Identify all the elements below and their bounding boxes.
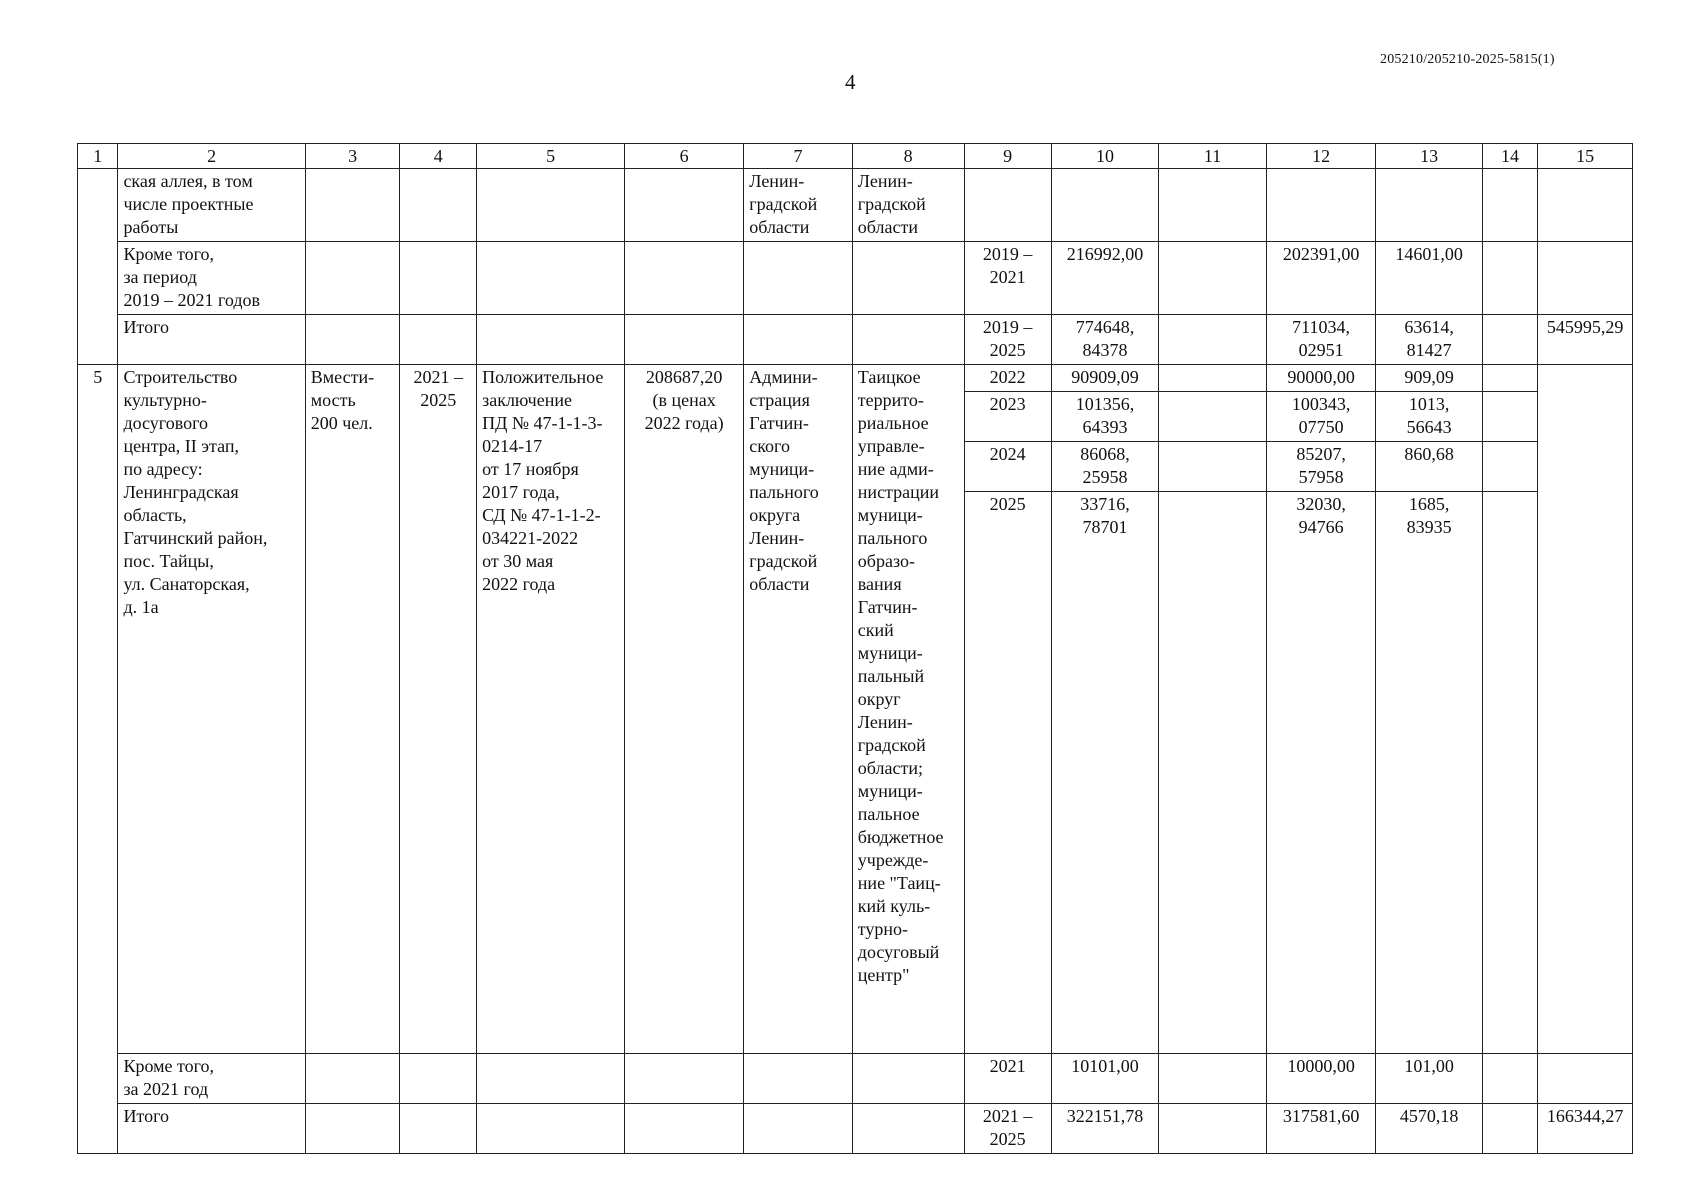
table-row xyxy=(78,169,1633,242)
column-header: 6 xyxy=(625,144,744,169)
value-cell: 10101,00 xyxy=(1051,1053,1158,1103)
value-cell: 711034, 02951 xyxy=(1266,315,1376,365)
value-cell: 90909,09 xyxy=(1051,365,1158,392)
object-name-cell: ская аллея, в том числе проектные работы xyxy=(118,169,305,242)
column-header: 4 xyxy=(400,144,477,169)
value-cell: 63614, 81427 xyxy=(1376,315,1482,365)
row-label: Итого xyxy=(118,1103,305,1153)
year-cell: 2022 xyxy=(964,365,1051,392)
column-header: 11 xyxy=(1159,144,1266,169)
row-label: Кроме того, за 2021 год xyxy=(118,1053,305,1103)
value-cell: 166344,27 xyxy=(1538,1103,1633,1153)
value-cell: 85207, 57958 xyxy=(1266,442,1376,492)
value-cell: 322151,78 xyxy=(1051,1103,1158,1153)
value-cell: 545995,29 xyxy=(1538,315,1633,365)
column-header: 2 xyxy=(118,144,305,169)
customer-cell: Ленин- градской области xyxy=(744,169,853,242)
value-cell: 33716, 78701 xyxy=(1051,492,1158,542)
period-cell: 2021 – 2025 xyxy=(964,1103,1051,1153)
value-cell: 32030, 94766 xyxy=(1266,492,1376,542)
column-header: 5 xyxy=(477,144,625,169)
item-number-cell: 5 xyxy=(78,365,118,1154)
investment-table xyxy=(77,143,1633,1154)
period-cell: 2021 xyxy=(964,1053,1051,1103)
object-name-cell: Строительство культурно- досугового центра, II этап, по адресу: Ленинградская область, Гатчинский район, пос. Тайцы, ул. Санаторская, д. 1а xyxy=(118,365,305,1054)
value-cell: 86068, 25958 xyxy=(1051,442,1158,492)
row-label: Итого xyxy=(118,315,305,365)
column-header: 9 xyxy=(964,144,1051,169)
value-cell: 317581,60 xyxy=(1266,1103,1376,1153)
customer-cell: Админи- страция Гатчин- ского муници- пального округа Ленин- градской области xyxy=(744,365,853,1054)
column-header: 12 xyxy=(1266,144,1376,169)
expertise-cell: Положительное заключение ПД № 47-1-1-3- 0214-17 от 17 ноября 2017 года, СД № 47-1-1-2- 034221-2022 от 30 мая 2022 года xyxy=(477,365,625,1054)
value-cell: 101,00 xyxy=(1376,1053,1482,1103)
value-cell: 909,09 xyxy=(1376,365,1482,392)
period-cell: 2021 – 2025 xyxy=(400,365,477,1054)
column-header: 7 xyxy=(744,144,853,169)
year-cell: 2025 xyxy=(964,492,1051,542)
value-cell: 90000,00 xyxy=(1266,365,1376,392)
year-cell: 2024 xyxy=(964,442,1051,492)
column-header: 13 xyxy=(1376,144,1482,169)
value-cell: 860,68 xyxy=(1376,442,1482,492)
value-cell: 1685, 83935 xyxy=(1376,492,1482,542)
year-cell: 2023 xyxy=(964,392,1051,442)
page-number: 4 xyxy=(845,70,856,94)
table-row xyxy=(78,365,1633,392)
value-cell: 774648, 84378 xyxy=(1051,315,1158,365)
developer-cell: Ленин- градской области xyxy=(852,169,964,242)
cost-cell: 208687,20 (в ценах 2022 года) xyxy=(625,365,744,1054)
value-cell: 216992,00 xyxy=(1051,242,1158,315)
item-number-cell xyxy=(78,169,118,365)
table-row xyxy=(78,1103,1633,1153)
column-header: 14 xyxy=(1482,144,1537,169)
column-header: 15 xyxy=(1538,144,1633,169)
value-cell: 1013, 56643 xyxy=(1376,392,1482,442)
value-cell: 101356, 64393 xyxy=(1051,392,1158,442)
capacity-cell: Вмести- мость 200 чел. xyxy=(305,365,400,1054)
period-cell: 2019 – 2025 xyxy=(964,315,1051,365)
column-header: 8 xyxy=(852,144,964,169)
value-cell: 4570,18 xyxy=(1376,1103,1482,1153)
table-row xyxy=(78,315,1633,365)
value-cell: 202391,00 xyxy=(1266,242,1376,315)
column-header: 10 xyxy=(1051,144,1158,169)
table-row xyxy=(78,1053,1633,1103)
column-number-row xyxy=(78,144,1633,169)
row-label: Кроме того, за период 2019 – 2021 годов xyxy=(118,242,305,315)
developer-cell: Таицкое террито- риальное управле- ние адми- нистрации муници- пального образо- вания Гатчин- ский муници- пальный округ Ленин- градской области; муници- пальное бюджетное учрежде- ние "Таиц- кий куль- турно- досуговый центр" xyxy=(852,365,964,1054)
column-header: 3 xyxy=(305,144,400,169)
value-cell: 14601,00 xyxy=(1376,242,1482,315)
value-cell: 100343, 07750 xyxy=(1266,392,1376,442)
value-cell: 10000,00 xyxy=(1266,1053,1376,1103)
column-header: 1 xyxy=(78,144,118,169)
table-row xyxy=(78,242,1633,315)
document-id: 205210/205210-2025-5815(1) xyxy=(1380,52,1555,67)
period-cell: 2019 – 2021 xyxy=(964,242,1051,315)
